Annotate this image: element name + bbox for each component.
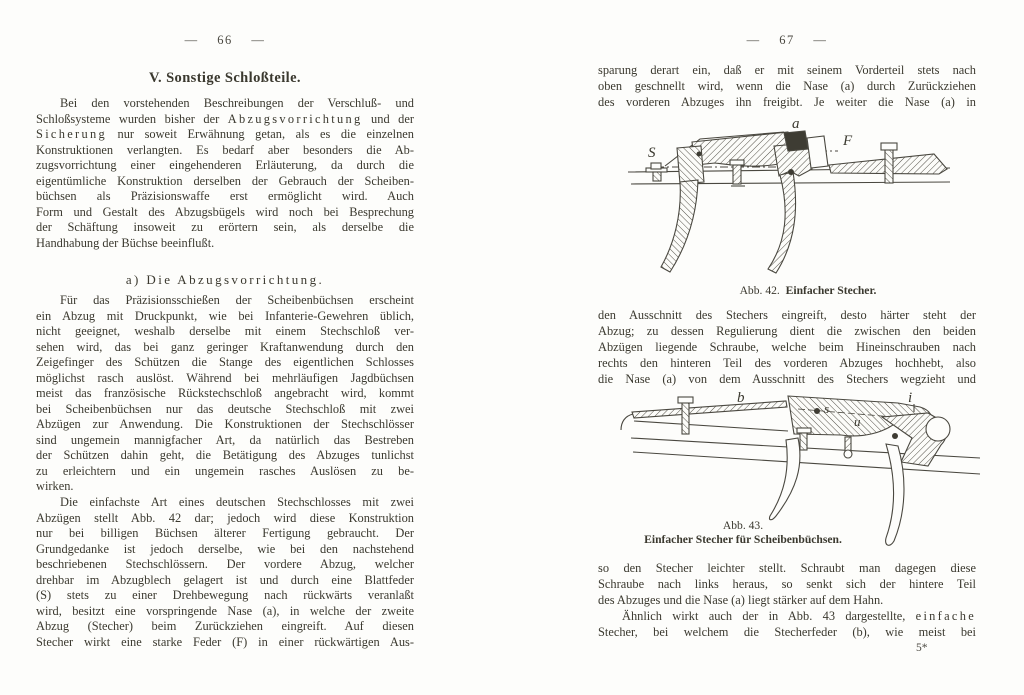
text-line: meist das französische Rückstechschloß angebracht wird, kommt [36, 386, 414, 400]
paragraph-simple-stecher [36, 495, 414, 650]
page-67 [598, 33, 976, 688]
text-line: so den Stecher leichter stellt. Schraubt man dagegen diese [598, 561, 976, 575]
section-heading: a) Die Abzugsvorrichtung. [125, 272, 325, 287]
text-line: sehen wird, das bei ganz geringer Kraftanwendung durch den [36, 339, 414, 354]
text-line: nur bei billigen Büchsen älterer Fertigung gebraucht. Der [36, 526, 414, 540]
text-line: eigentümliche Konstruktion derselben der Gebrauch der Scheiben- [36, 173, 414, 188]
text-line: der Schäftung insoweit zu erörtern sein, als derselbe die [36, 220, 414, 234]
text-line: die Nase (a) von dem Ausschnitt des Stechers wegzieht und [598, 372, 976, 386]
text-line: oben geschnellt wird, wenn die Nase (a) durch Zurückziehen [598, 79, 976, 93]
page-number-right: — 67 — [746, 33, 828, 47]
text-line: Sicherung nur soweit Erwähnung getan, als es die einzelnen [36, 127, 414, 141]
figure43-label-i: i [908, 390, 913, 406]
text-line: des vorderen Abzuges ihn freigibt. Je weiter die Nase (a) in [598, 95, 976, 109]
text-line: (S) stets zu einer Drehbewegung nach rückwärts veranlaßt [36, 588, 414, 602]
text-line: Schloßsysteme wurden bisher der Abzugsvorrichtung und der [36, 111, 414, 126]
text-line: Die einfachste Art eines deutschen Stechschlosses mit zwei [60, 495, 414, 509]
text-line: Ähnlich wirkt auch der in Abb. 43 dargestellte, einfache [622, 609, 976, 623]
text-line: des Abzuges und die Nase (a) liegt stärker auf dem Hahn. [598, 593, 884, 607]
figure42-label-a: a [792, 116, 800, 132]
text-line: Stecher, bei welchem die Stecherfeder (b), wie meist bei [598, 625, 976, 639]
text-line: wirken. [36, 479, 74, 493]
text-line: Zeigefinger des Schützen die Stange des eigentlichen Schlosses [36, 355, 414, 369]
text-line: bei Scheibenbüchsen nur das deutsche Stechschloß mit zwei [36, 401, 414, 416]
text-line: rechts den hinteren Teil des vorderen Abzuges hochhebt, also [598, 356, 976, 370]
text-line: Grundgedanke ist jedoch derselbe, wie bei den nachstehend [36, 541, 414, 556]
text-line: möglichst rasch auslöst. Während bei mehrläufigen Jagdbüchsen [36, 370, 414, 385]
text-line: Form und Gestalt des Abzugsbügels wird noch bei Besprechung [36, 204, 414, 219]
paragraph-trigger-types [36, 293, 414, 495]
paragraph-regulation-screw [598, 307, 976, 387]
text-line: sparung derart ein, daß er mit seinem Vorderteil stets nach [598, 63, 976, 77]
text-line: wird, besitzt eine vorspringende Nase (a), in welche der zweite [36, 603, 414, 618]
text-line: Konstruktionen verlangten. Es bedarf aber besonders die Ab- [36, 142, 414, 157]
printer-signature-mark: 5* [916, 642, 928, 654]
text-line: Abzügen liegende Schraube, welche beim Hineinschrauben nach [598, 340, 976, 354]
text-line: Handhabung der Büchse beeinflußt. [36, 235, 215, 250]
figure43-label-b: b [737, 390, 745, 406]
text-line: drehbar im Abzugblech gelagert ist und durch eine Blattfeder [36, 572, 414, 587]
figure-43-caption [598, 519, 888, 547]
paragraph-fig43-description [598, 608, 976, 640]
figure-42-caption-title: Einfacher Stecher. [785, 284, 877, 297]
text-line: büchsen als Präzisionswaffe erst ermöglicht wird. Auch [36, 189, 414, 203]
page-number-left: — 66 — [184, 33, 266, 47]
text-line: der Schützen dahin geht, die Betätigung des Abzuges tunlichst [36, 448, 414, 462]
text-line: beschriebenen Stechschlössern. Der vordere Abzug, welcher [36, 557, 414, 571]
figure43-label-u: u [854, 414, 861, 429]
text-line: nicht geeignet, weshalb derselbe mit einem Stechschloß ver- [36, 324, 414, 338]
text-line: zugsvorrichtung einer eingehenderen Erläuterung, da durch die [36, 158, 414, 172]
chapter-title: V. Sonstige Schloßteile. [149, 70, 301, 86]
figure-42-caption [638, 284, 978, 297]
text-line: zu erleichtern und ein ungemein rasches Auslösen zu be- [36, 463, 414, 478]
figure-43-caption-label: Abb. 43. [722, 519, 764, 532]
text-line: Abzügen zur Anwendung. Die Konstruktionen der Stechschlösser [36, 417, 414, 431]
figure-42-caption-label: Abb. 42. [739, 284, 780, 297]
figure42-label-S: S [648, 145, 656, 161]
trigger-mechanism-drawing-42 [598, 120, 1018, 285]
figure43-label-s: s [824, 401, 830, 416]
text-line: Bei den vorstehenden Beschreibungen der Verschluß- und [60, 96, 414, 110]
text-line: den Ausschnitt des Stechers eingreift, desto härter steht der [598, 308, 976, 322]
text-line: Abzug (Stecher) beim Zurückziehen eingreift. Auf diesen [36, 619, 414, 633]
text-line: Stecher wirkt eine starke Feder (F) in einer rückwärtigen Aus- [36, 634, 414, 649]
text-line: Abzügen stellt Abb. 42 dar; jedoch wird diese Konstruktion [36, 510, 414, 525]
text-line: Für das Präzisionsschießen der Scheibenbüchsen erscheint [60, 293, 414, 307]
figure-43-caption-title: Einfacher Stecher für Scheibenbüchsen. [644, 533, 842, 546]
figure-42 [598, 116, 1018, 285]
paragraph-screw-adjustment [598, 560, 976, 608]
paragraph-continuation [598, 62, 976, 110]
text-line: Schraube nach links heraus, so senkt sich der hintere Teil [598, 577, 976, 591]
page-66 [36, 33, 414, 683]
paragraph-intro [36, 96, 414, 251]
text-line: sind ungemein mannigfacher Art, da natürlich das Bestreben [36, 432, 414, 447]
text-line: Abzug; zu dessen Regulierung dient die zwischen den beiden [598, 324, 976, 338]
text-line: ein Abzug mit Druckpunkt, wie bei Infanterie-Gewehren üblich, [36, 308, 414, 323]
figure42-label-F: F [843, 133, 853, 149]
